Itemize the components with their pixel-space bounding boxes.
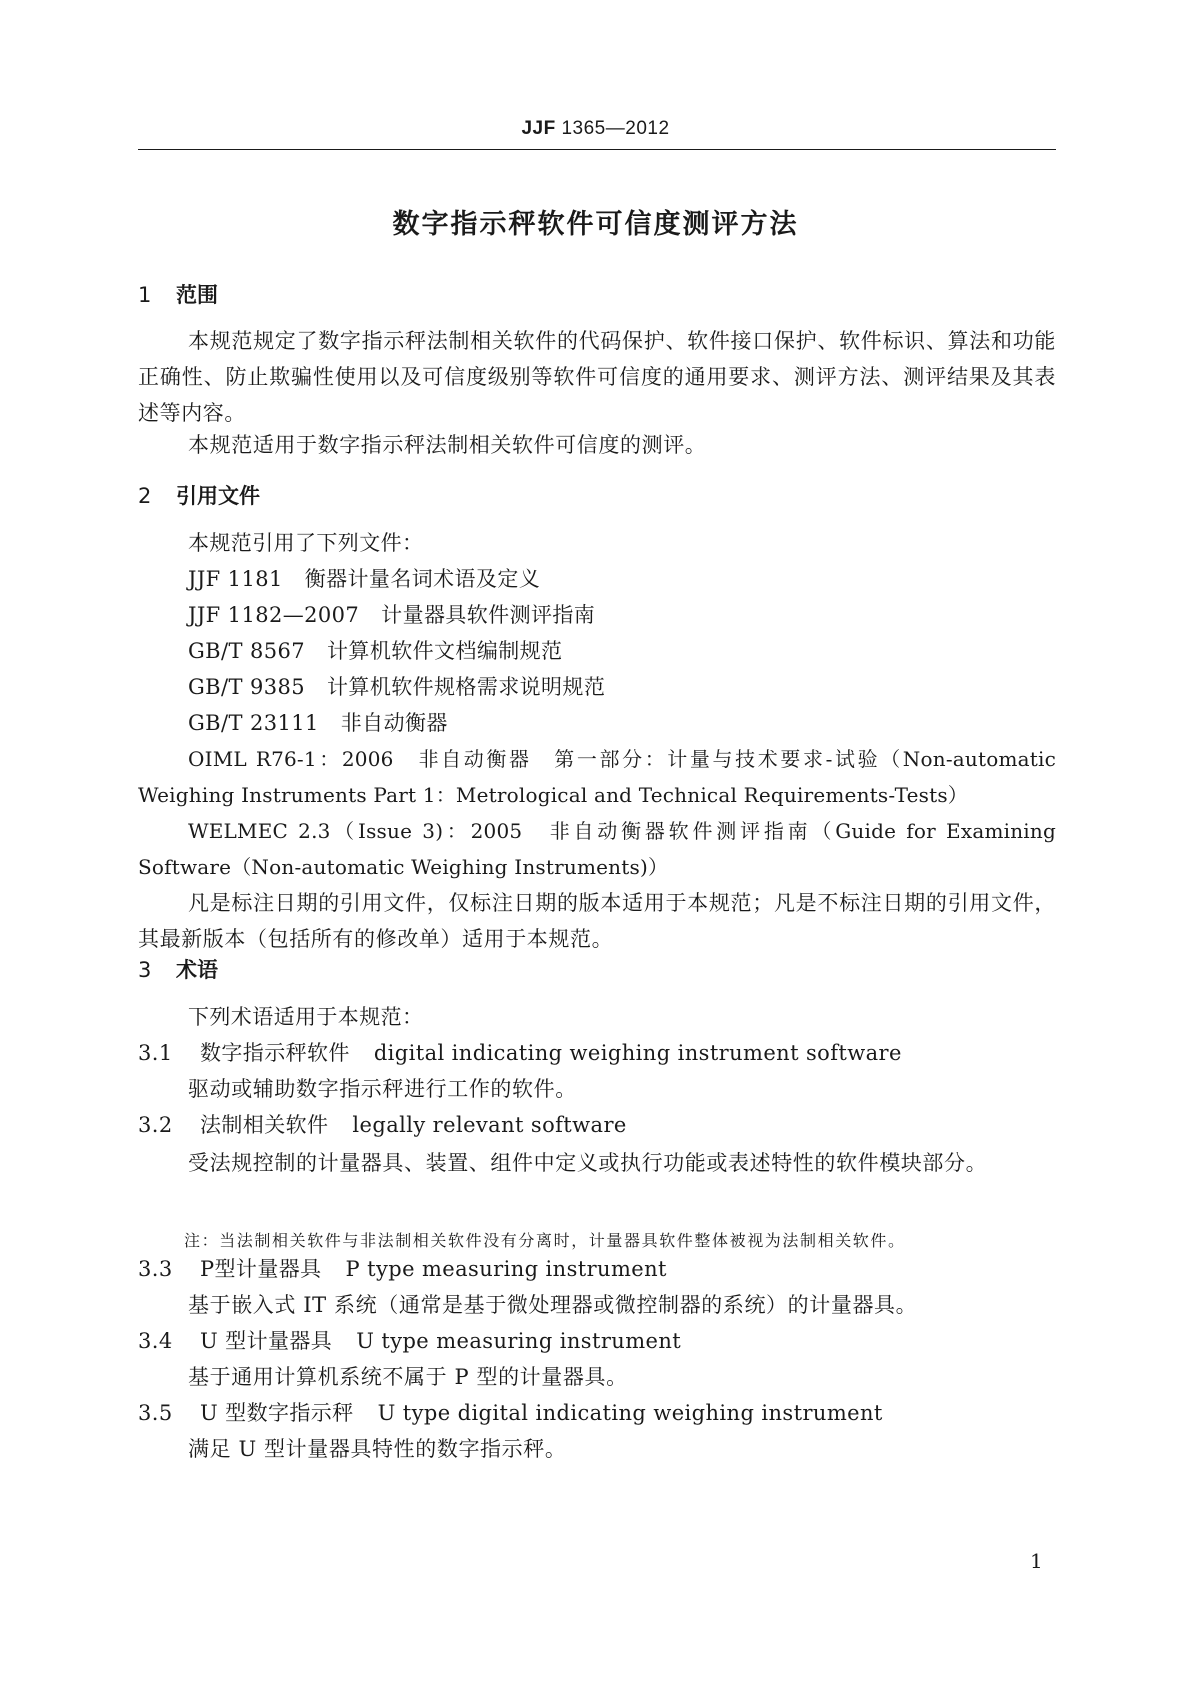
reference-item-welmec: WELMEC 2.3（Issue 3)：2005 非自动衡器软件测评指南（Guide for Examining Software（Non-automatic Weighing Instruments)） <box>138 819 1056 879</box>
reference-name: 计算机软件规格需求说明规范 <box>327 675 606 699</box>
term-definition: 基于通用计算机系统不属于 P 型的计量器具。 <box>188 1365 628 1389</box>
term-entry <box>138 1397 883 1427</box>
standard-code <box>0 118 1191 140</box>
page-number: 1 <box>1030 1549 1043 1573</box>
section-2-heading <box>138 480 260 510</box>
reference-item <box>188 563 540 593</box>
section-1-paragraph-1: 本规范规定了数字指示秤法制相关软件的代码保护、软件接口保护、软件标识、算法和功能正确性、防止欺骗性使用以及可信度级别等软件可信度的通用要求、测评方法、测评结果及其表述等内容。 <box>138 329 1056 425</box>
reference-item-oiml: OIML R76-1：2006 非自动衡器 第一部分：计量与技术要求-试验（Non-automatic Weighing Instruments Part 1：Metrological and Technical Requirements-Tests） <box>138 747 1056 807</box>
section-1-heading <box>138 279 218 309</box>
section-1-paragraph-2: 本规范适用于数字指示秤法制相关软件可信度的测评。 <box>188 433 707 457</box>
term-entry <box>138 1253 667 1283</box>
term-number: 3.4 <box>138 1329 173 1353</box>
term-entry <box>138 1109 627 1139</box>
section-number: 2 <box>138 484 152 508</box>
reference-item <box>188 707 448 737</box>
term-number: 3.5 <box>138 1401 173 1425</box>
term-english: U type digital indicating weighing instrument <box>377 1401 883 1425</box>
terms-intro: 下列术语适用于本规范： <box>188 1005 424 1029</box>
term-chinese: 法制相关软件 <box>200 1113 329 1137</box>
reference-code: JJF 1181 <box>188 567 283 591</box>
term-english: legally relevant software <box>352 1113 627 1137</box>
term-english: P type measuring instrument <box>345 1257 667 1281</box>
reference-name: 衡器计量名词术语及定义 <box>304 567 541 591</box>
section-title: 范围 <box>176 283 218 307</box>
term-note: 注：当法制相关软件与非法制相关软件没有分离时，计量器具软件整体被视为法制相关软件。 <box>184 1231 906 1250</box>
term-chinese: U 型数字指示秤 <box>200 1401 354 1425</box>
term-entry <box>138 1037 902 1067</box>
term-english: U type measuring instrument <box>356 1329 682 1353</box>
reference-name: 非自动衡器 <box>340 711 448 735</box>
term-chinese: P型计量器具 <box>200 1257 322 1281</box>
reference-name: 计量器具软件测评指南 <box>381 603 596 627</box>
term-chinese: U 型计量器具 <box>200 1329 333 1353</box>
reference-item <box>188 635 562 665</box>
section-number: 3 <box>138 958 152 982</box>
term-definition: 驱动或辅助数字指示秤进行工作的软件。 <box>188 1077 577 1101</box>
reference-code: GB/T 9385 <box>188 675 306 699</box>
term-entry <box>138 1325 681 1355</box>
term-number: 3.2 <box>138 1113 173 1137</box>
term-number: 3.1 <box>138 1041 173 1065</box>
document-title: 数字指示秤软件可信度测评方法 <box>392 209 799 240</box>
reference-name: 计算机软件文档编制规范 <box>327 639 563 663</box>
references-intro: 本规范引用了下列文件： <box>188 531 424 555</box>
reference-item <box>188 599 595 629</box>
section-3-heading <box>138 954 218 984</box>
header-rule <box>138 149 1056 150</box>
term-chinese: 数字指示秤软件 <box>200 1041 350 1065</box>
term-english: digital indicating weighing instrument software <box>373 1041 902 1065</box>
section-number: 1 <box>138 283 152 307</box>
reference-code: GB/T 8567 <box>188 639 306 663</box>
references-closing: 凡是标注日期的引用文件，仅标注日期的版本适用于本规范；凡是不标注日期的引用文件，其最新版本（包括所有的修改单）适用于本规范。 <box>138 891 1056 951</box>
reference-code: JJF 1182—2007 <box>188 603 360 627</box>
term-definition: 满足 U 型计量器具特性的数字指示秤。 <box>188 1437 567 1461</box>
term-definition: 受法规控制的计量器具、装置、组件中定义或执行功能或表述特性的软件模块部分。 <box>188 1151 988 1175</box>
section-title: 引用文件 <box>176 484 260 508</box>
reference-code: GB/T 23111 <box>188 711 319 735</box>
standard-code-prefix: JJF <box>521 118 556 139</box>
term-number: 3.3 <box>138 1257 173 1281</box>
standard-code-number: 1365—2012 <box>555 118 670 139</box>
section-title: 术语 <box>176 958 218 982</box>
term-definition: 基于嵌入式 IT 系统（通常是基于微处理器或微控制器的系统）的计量器具。 <box>188 1293 918 1317</box>
reference-item <box>188 671 605 701</box>
